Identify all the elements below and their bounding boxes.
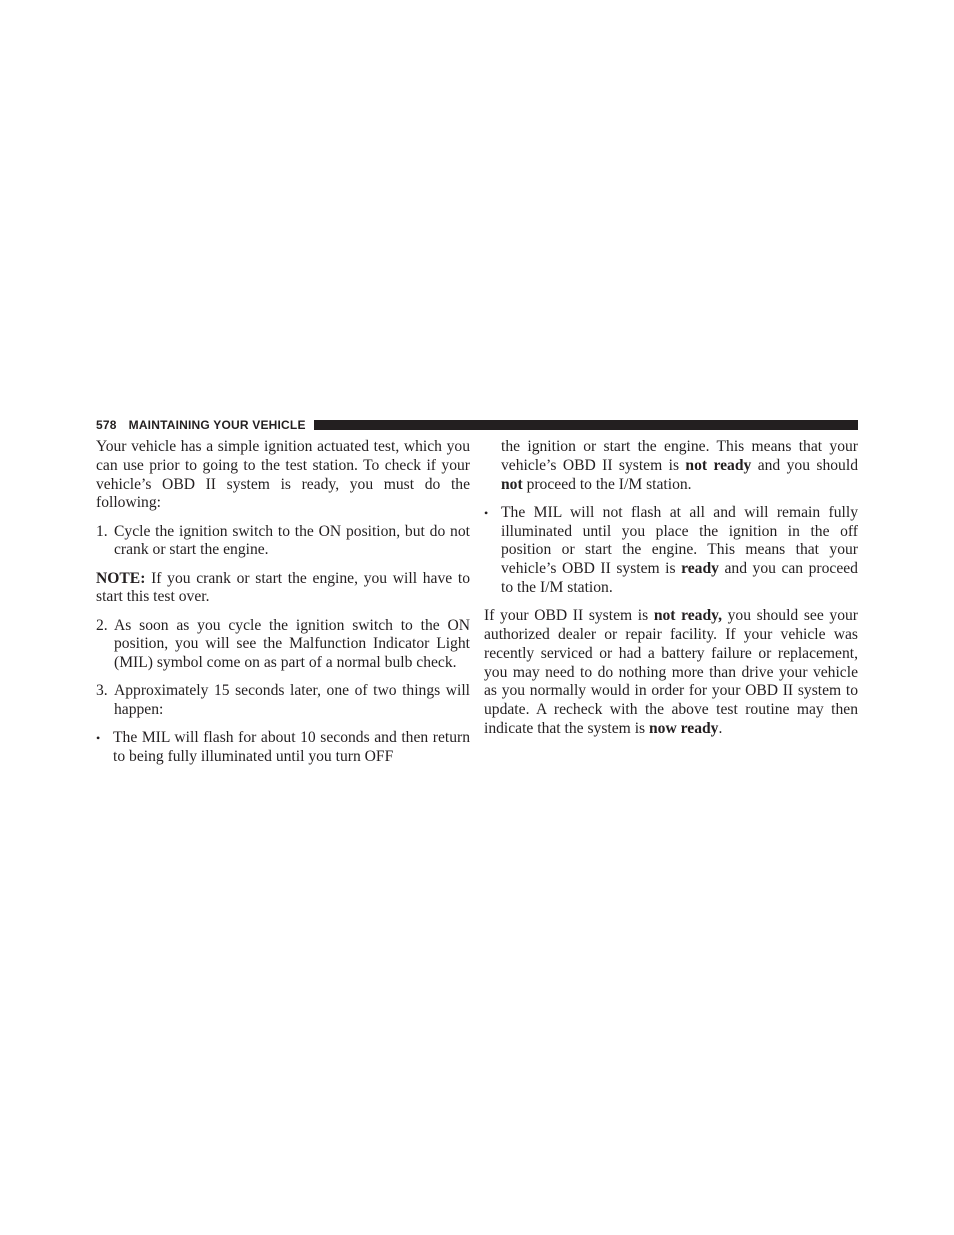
page-header (96, 417, 858, 433)
note-paragraph (96, 570, 470, 608)
bold-text: not (501, 475, 523, 493)
text-run: proceed to the I/M station. (522, 475, 692, 493)
text-run: and you can proceed to the I/M station. (501, 560, 858, 596)
bullet-text: The MIL will flash for about 10 seconds and then return to being fully illuminated until you turn OFF (113, 729, 470, 766)
bullet-text (501, 504, 858, 598)
note-text: If you crank or start the engine, you will have to start this test over. (96, 569, 470, 606)
step-number: 1. (96, 522, 108, 540)
text-run: and you should (751, 456, 858, 474)
step-number: 2. (96, 616, 108, 634)
text-run: you should see your authorized dealer or repair facility. If your vehicle was recently serviced or had a battery failure or replacement, you may need to do nothing more than drive your vehicle as you normally would in order for your OBD II system to update. A recheck with the above test routine may then indicate that the system is (484, 607, 858, 737)
right-column (484, 438, 858, 748)
header-rule (314, 420, 858, 430)
intro-paragraph: Your vehicle has a simple ignition actuated test, which you can use prior to going to the test station. To check if your vehicle’s OBD II system is ready, you must do the following: (96, 438, 470, 512)
text-run: the ignition or start the engine. This means that your vehicle’s OBD II system is (501, 438, 858, 474)
bold-text: ready (681, 560, 719, 578)
text-run: If your OBD II system is (484, 607, 654, 625)
bullet-icon: • (96, 731, 101, 746)
bullet-item-1-continued (501, 438, 858, 494)
bold-text: not ready, (653, 607, 722, 625)
final-paragraph (484, 607, 858, 739)
step-text: As soon as you cycle the ignition switch to the ON position, you will see the Malfunction Indicator Light (MIL) symbol come on as part of a normal bulb check. (114, 616, 470, 672)
left-column (96, 438, 470, 776)
step-number: 3. (96, 682, 108, 700)
bold-text: not ready (685, 456, 752, 474)
note-label: NOTE: (96, 569, 146, 587)
step-1 (96, 523, 470, 561)
step-text: Cycle the ignition switch to the ON position, but do not crank or start the engine. (114, 522, 470, 559)
bullet-icon: • (484, 505, 489, 520)
text-run: The MIL will not flash at all and will remain fully illuminated until you place the ignition in the off position or start the engine. This means that your vehicle’s OBD II system is (501, 503, 858, 578)
bullet-item-2 (484, 504, 858, 598)
step-text: Approximately 15 seconds later, one of two things will happen: (114, 682, 470, 719)
page-number: 578 (96, 418, 117, 432)
bold-text: now ready (649, 719, 719, 737)
text-run: . (718, 719, 723, 737)
bullet-item-1 (96, 729, 470, 767)
section-title: MAINTAINING YOUR VEHICLE (128, 418, 306, 432)
step-2 (96, 617, 470, 673)
step-3 (96, 682, 470, 720)
